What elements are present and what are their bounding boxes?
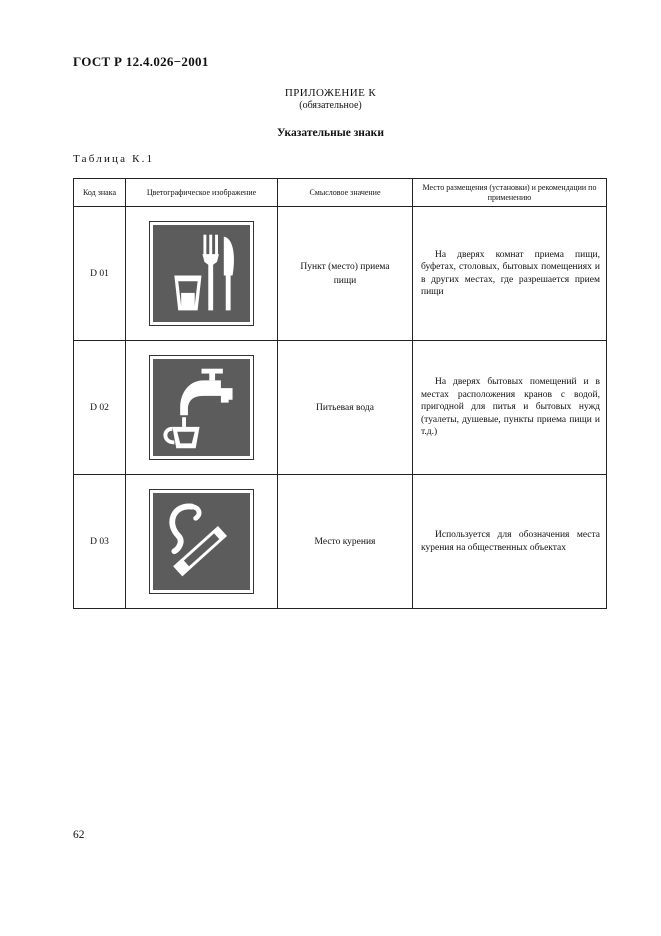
sign-image-cell [126, 207, 278, 341]
document-code: ГОСТ Р 12.4.026−2001 [73, 54, 209, 69]
column-header-usage: Место размещения (установки) и рекомендации по применению [413, 179, 607, 207]
sign-code: D 03 [74, 475, 126, 609]
table-row [74, 341, 607, 475]
column-header-image: Цветографическое изображение [126, 179, 278, 207]
signs-table [73, 178, 607, 609]
sign-code: D 02 [74, 341, 126, 475]
appendix-subtitle: (обязательное) [299, 100, 362, 111]
food-point-icon [149, 221, 254, 326]
sign-usage: На дверях бытовых помещений и в местах расположения кранов с водой, пригодной для питья и бытовых нужд (туалеты, душевые, пункты приема пищи и т.д.) [421, 377, 600, 438]
table-row [74, 475, 607, 609]
sign-image-cell [126, 341, 278, 475]
column-header-code: Код знака [74, 179, 126, 207]
sign-usage: Используется для обозначения места курения на общественных объектах [421, 530, 600, 553]
sign-usage-cell [413, 475, 607, 609]
table-caption: Таблица К.1 [73, 153, 155, 165]
sign-image-cell [126, 475, 278, 609]
sign-usage-cell [413, 207, 607, 341]
appendix-title: ПРИЛОЖЕНИЕ К [284, 87, 377, 99]
page-number: 62 [73, 829, 85, 841]
sign-meaning: Пункт (место) приема пищи [278, 207, 413, 341]
section-title: Указательные знаки [277, 127, 384, 139]
sign-usage: На дверях комнат приема пищи, буфетах, столовых, бытовых помещениях и в других местах, где разрешается прием пищи [421, 249, 600, 297]
table-header-row [74, 179, 607, 207]
sign-usage-cell [413, 341, 607, 475]
column-header-meaning: Смысловое значение [278, 179, 413, 207]
smoking-area-icon [149, 489, 254, 594]
drinking-water-icon [149, 355, 254, 460]
sign-code: D 01 [74, 207, 126, 341]
sign-meaning: Место курения [278, 475, 413, 609]
sign-meaning: Питьевая вода [278, 341, 413, 475]
table-row [74, 207, 607, 341]
